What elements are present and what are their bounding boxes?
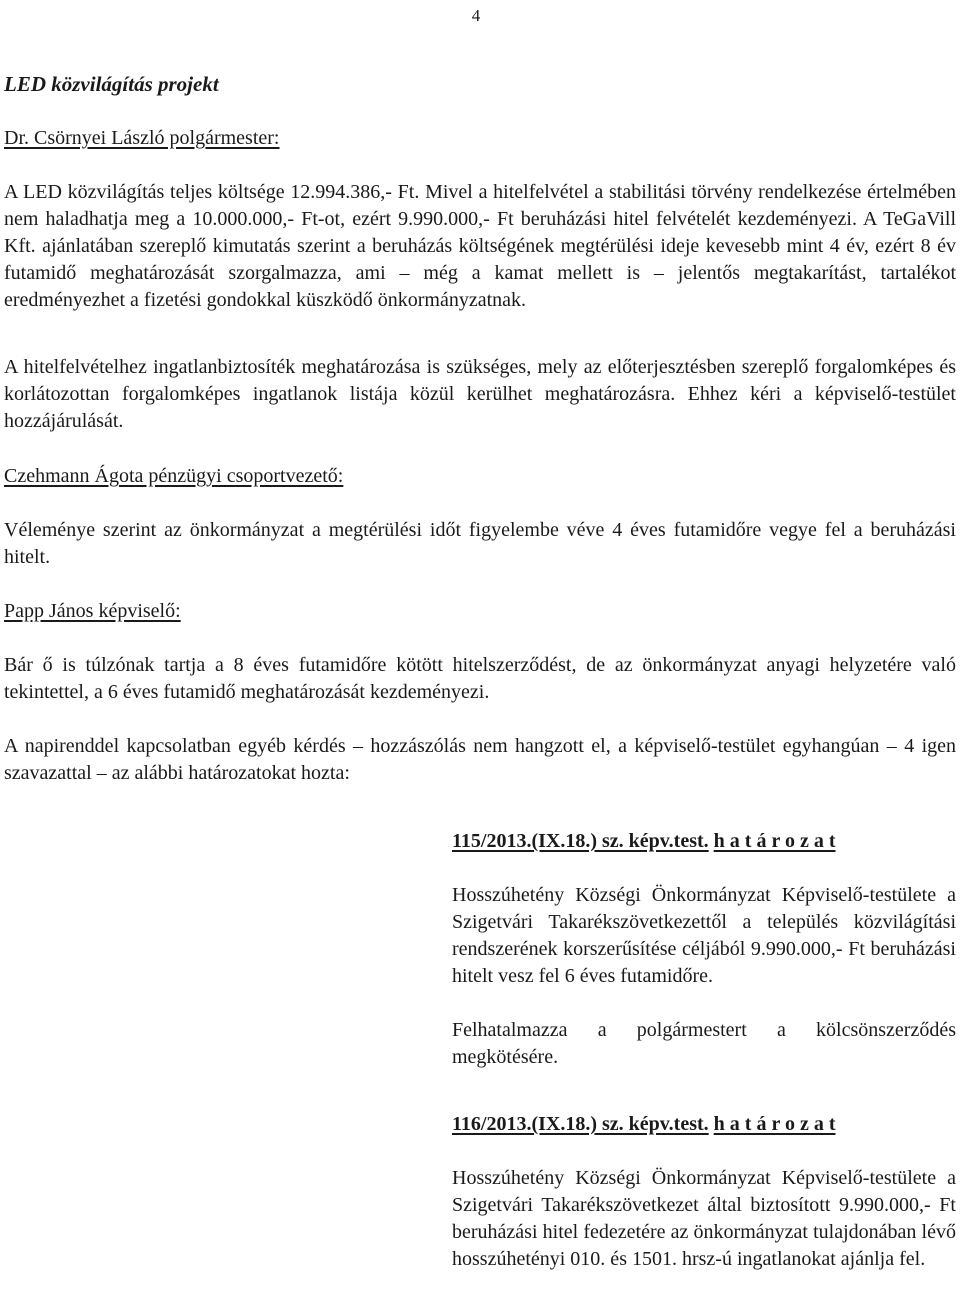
speaker-heading-papp: Papp János képviselő: [4, 600, 181, 622]
resolution-116-label: h a t á r o z a t [713, 1113, 836, 1135]
resolution-115-number: 115/2013.(IX.18.) sz. képv.test. [452, 830, 709, 852]
resolution-115-body: Hosszúhetény Községi Önkormányzat Képviselő-testülete a Szigetvári Takarékszövetkezettől a település közvilágítási rendszerének korszerűsítése céljából 9.990.000,- Ft beruházási hitelt vesz fel 6 éves futamidőre. [452, 884, 956, 987]
resolution-115-body2: Felhatalmazza a polgármestert a kölcsönszerződés megkötésére. [452, 1019, 956, 1068]
speaker-heading-mayor: Dr. Csörnyei László polgármester: [4, 127, 280, 149]
document-page [4, 0, 956, 1307]
paragraph-finance-opinion: Véleménye szerint az önkormányzat a megtérülési időt figyelembe véve 4 éves futamidőre vegye fel a beruházási hitelt. [4, 519, 956, 568]
speaker-heading-finance: Czehmann Ágota pénzügyi csoportvezető: [4, 465, 344, 487]
resolution-116-body: Hosszúhetény Községi Önkormányzat Képviselő-testülete a Szigetvári Takarékszövetkezet által biztosított 9.990.000,- Ft beruházási hitel fedezetére az önkormányzat tulajdonában lévő hosszúhetényi 010. és 1501. hrsz-ú ingatlanokat ajánlja fel. [452, 1167, 956, 1270]
paragraph-vote: A napirenddel kapcsolatban egyéb kérdés – hozzászólás nem hangzott el, a képviselő-testület egyhangúan – 4 igen szavazattal – az alábbi határozatokat hozta: [4, 735, 956, 784]
page-number: 4 [471, 6, 481, 25]
paragraph-collateral: A hitelfelvételhez ingatlanbiztosíték meghatározása is szükséges, mely az előterjesztésben szereplő forgalomképes és korlátozottan forgalomképes ingatlanok listája közül kerülhet meghatározásra. Ehhez kéri a képviselő-testület hozzájárulását. [4, 356, 956, 432]
resolution-115-heading [452, 828, 956, 855]
paragraph-cost: A LED közvilágítás teljes költsége 12.994.386,- Ft. Mivel a hitelfelvétel a stabilitási törvény rendelkezése értelmében nem haladhatja meg a 10.000.000,- Ft-ot, ezért 9.990.000,- Ft beruházási hitel felvételét kezdeményezi. A TeGaVill Kft. ajánlatában szereplő kimutatás szerint a beruházás költségének megtérülési ideje kevesebb mint 4 év, ezért 8 év futamidő meghatározását szorgalmazza, ami – még a kamat mellett is – jelentős megtakarítást, tartalékot eredményezhet a fizetési gondokkal küszködő önkormányzatnak. [4, 181, 956, 311]
resolution-115-label: h a t á r o z a t [713, 830, 836, 852]
resolution-116-number: 116/2013.(IX.18.) sz. képv.test. [452, 1113, 709, 1135]
resolution-116-heading [452, 1111, 956, 1138]
section-title: LED közvilágítás projekt [4, 72, 219, 96]
paragraph-papp-opinion: Bár ő is túlzónak tartja a 8 éves futamidőre kötött hitelszerződést, de az önkormányzat anyagi helyzetére való tekintettel, a 6 éves futamidő meghatározását kezdeményezi. [4, 654, 956, 703]
